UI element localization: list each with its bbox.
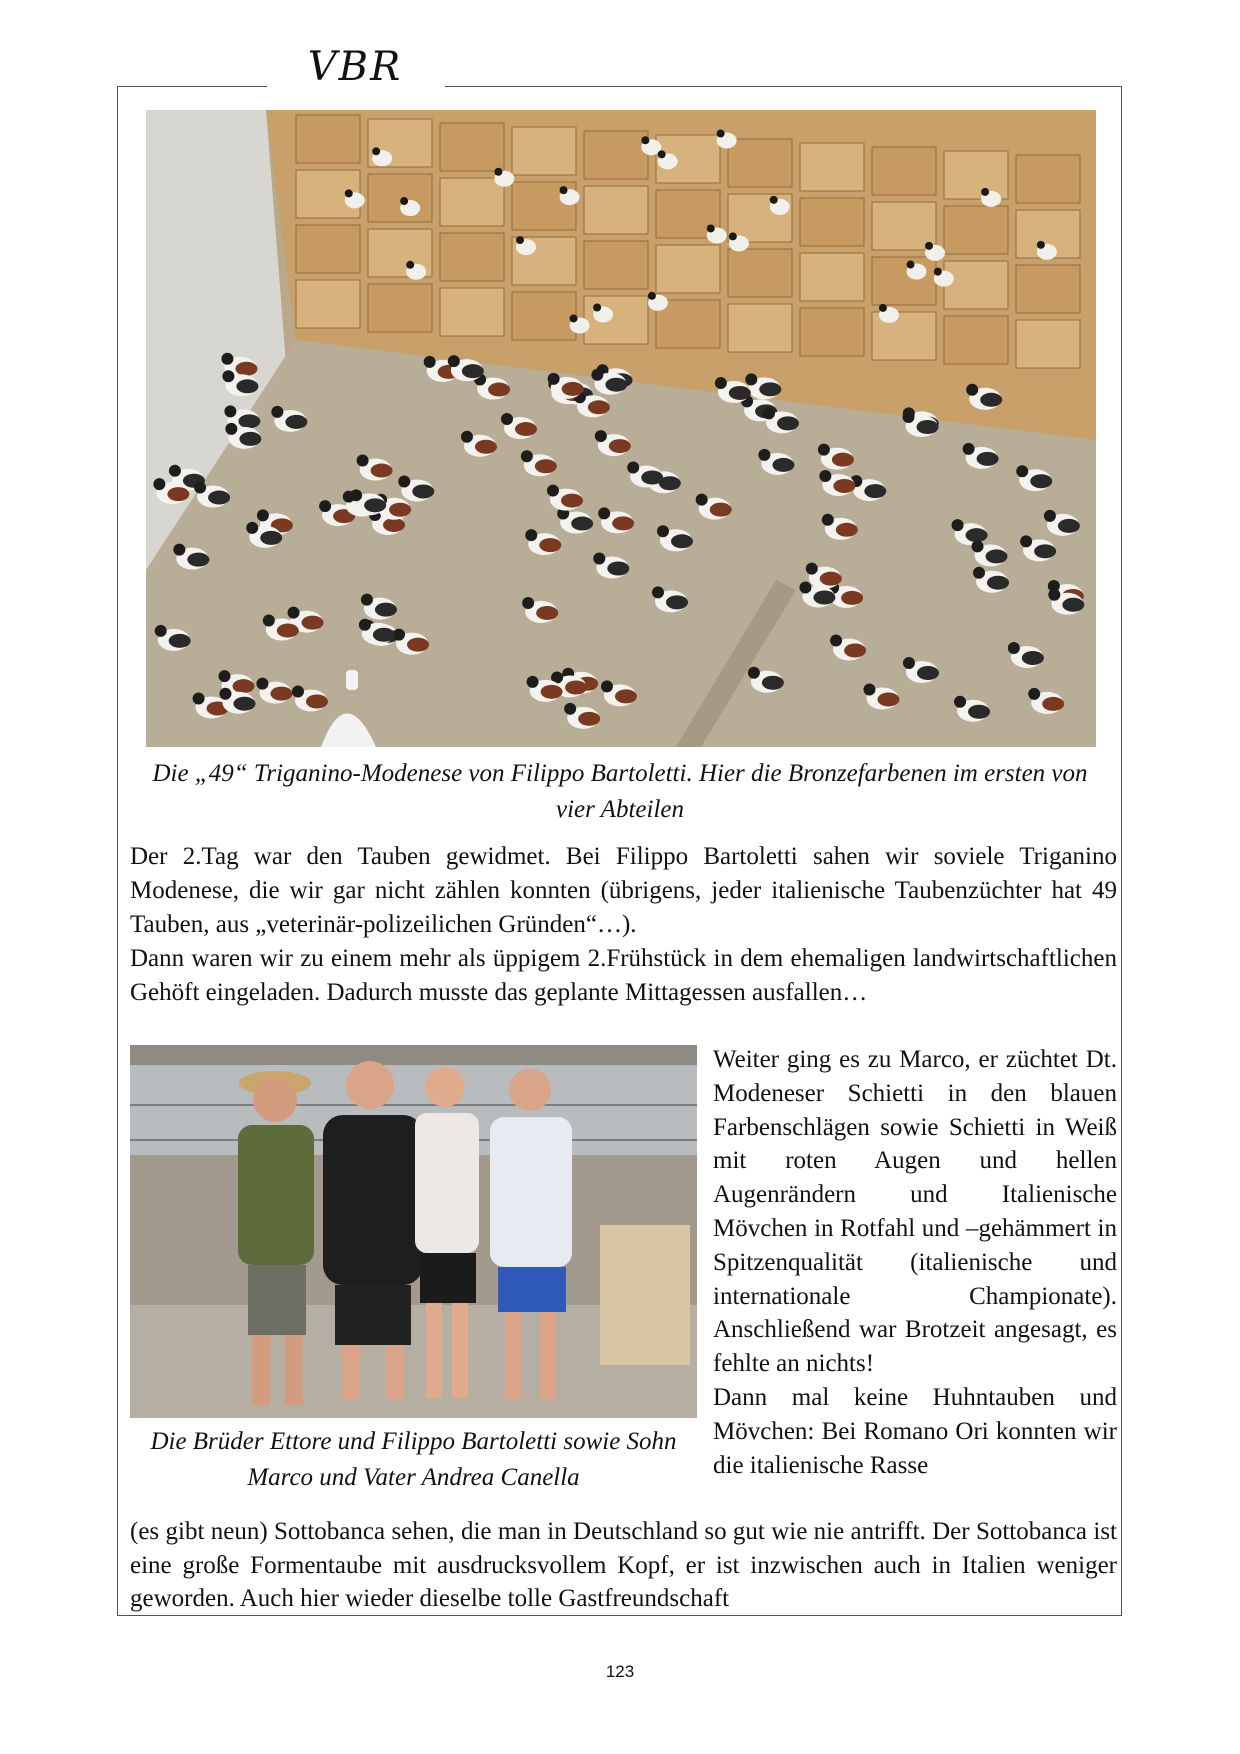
paragraph-1: Der 2.Tag war den Tauben gewidmet. Bei Filippo Bartoletti sahen wir soviele Triganino Modenese, die wir gar nicht zählen konnten (übrigens, jeder italienische Taubenzüchter hat 49 Tauben, aus „veterinär-polizeilichen Gründen“…). (130, 843, 1117, 938)
page-number: 123 (605, 1662, 635, 1681)
group-photo-illustration (130, 1045, 697, 1418)
figure1-caption: Die „49“ Triganino-Modenese von Filippo Bartoletti. Hier die Bronzefarbenen im ersten von vier Abteilen (152, 760, 1088, 823)
figure2-caption: Die Brüder Ettore und Filippo Bartoletti sowie Sohn Marco und Vater Andrea Canella (150, 1428, 677, 1491)
paragraph-4-end: (es gibt neun) Sottobanca sehen, die man in Deutschland so gut wie nie antrifft. Der Sottobanca ist eine große Formentaube mit ausdrucksvollem Kopf, er ist inzwischen auch in Italien weniger geworden. Auch hier wieder dieselbe tolle Gastfreundschaft (130, 1518, 1117, 1612)
paragraph-4-start: Dann mal keine Huhntauben und Mövchen: Bei Romano Ori konnten wir die italienische Rasse (713, 1383, 1117, 1479)
vbr-logo: VBR (307, 44, 403, 90)
article-side-column (713, 1043, 1117, 1482)
four-men-group-photo (130, 1045, 697, 1418)
pigeon-loft-illustration (146, 110, 1096, 747)
pigeon-loft-photo (146, 110, 1096, 747)
paragraph-3: Weiter ging es zu Marco, er züchtet Dt. Modeneser Schietti in den blauen Farbenschlägen sowie Schietti in Weiß mit roten Augen und hellen Augenrändern und Italienische Mövchen in Rotfahl und –gehämmert in Spitzenqualität (italienische und internationale Championate). Anschließend war Brotzeit angesagt, es fehlte an nichts! (713, 1046, 1117, 1378)
paragraph-2: Dann waren wir zu einem mehr als üppigem 2.Frühstück in dem ehemaligen landwirtschaftlichen Gehöft eingeladen. Dadurch musste das geplante Mittagessen ausfallen… (130, 945, 1117, 1006)
article-intro (130, 840, 1117, 1010)
